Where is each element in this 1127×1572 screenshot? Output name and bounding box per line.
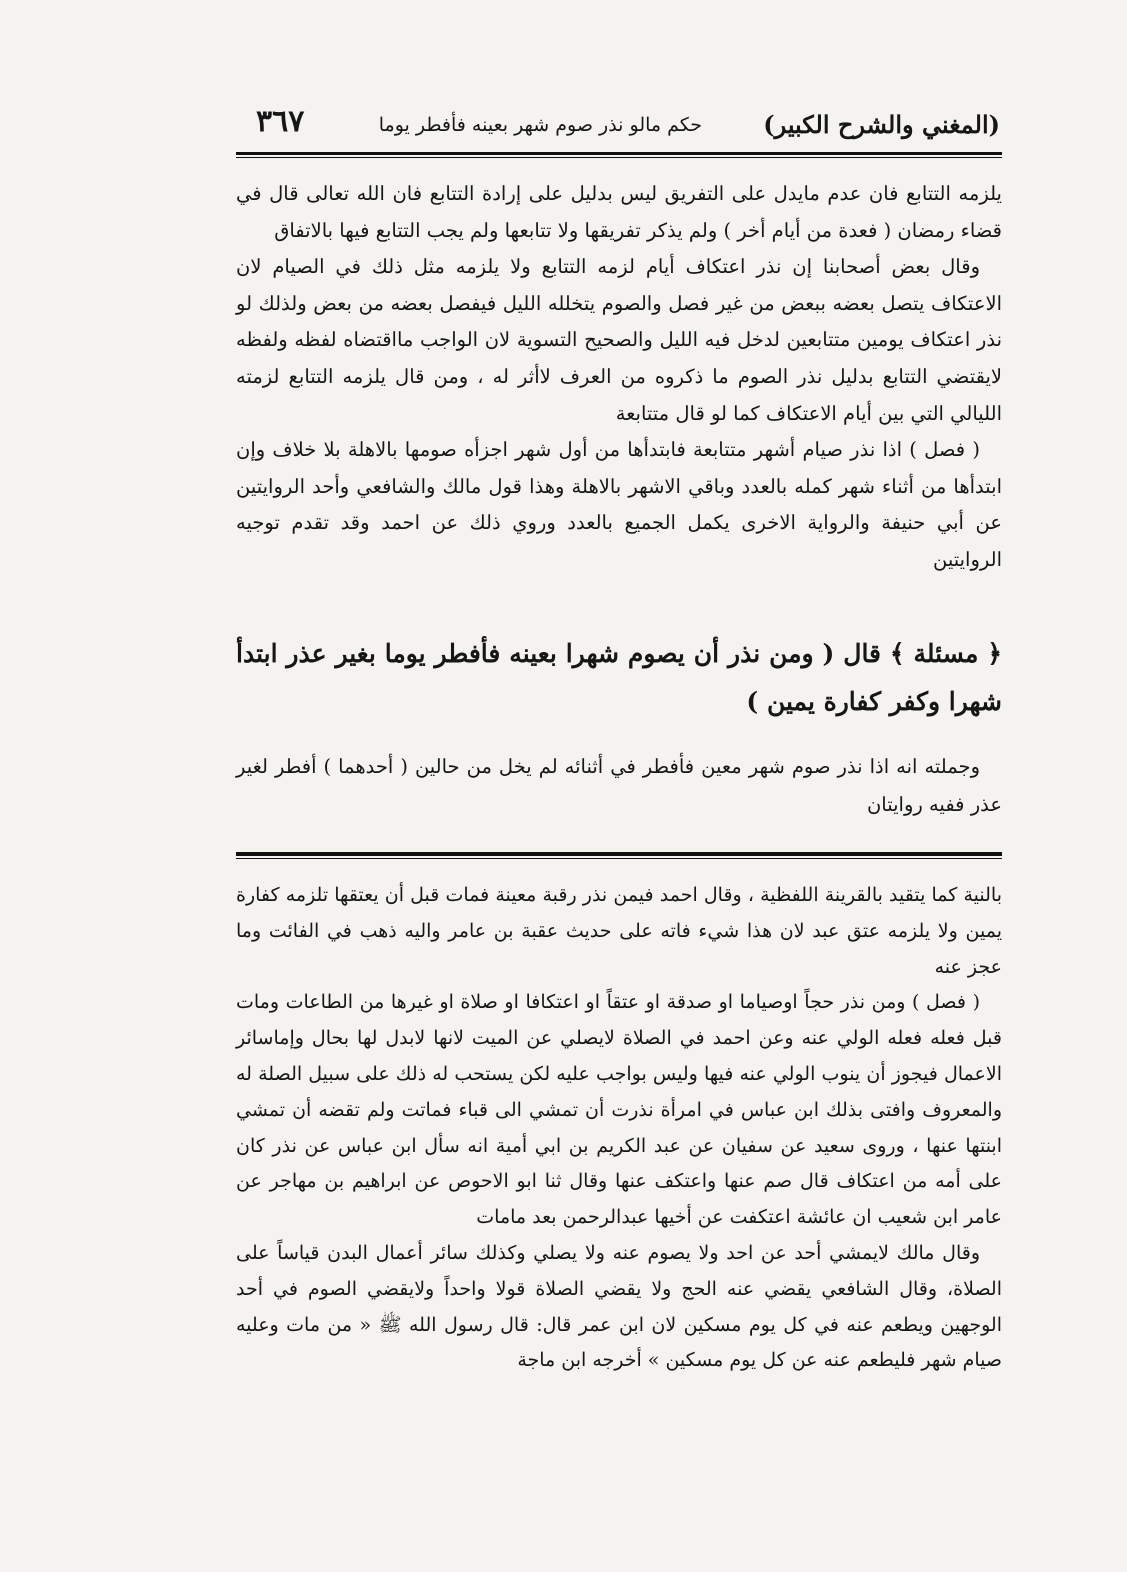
book-title: (المغني والشرح الكبير) (763, 110, 1000, 139)
header-rule (236, 152, 1002, 158)
commentary-paragraph-1: بالنية كما يتقيد بالقرينة اللفظية ، وقال احمد فيمن نذر رقبة معينة فمات قبل أن يعتقها تلزمه كفارة يمين ولا يلزمه عتق عبد لان هذا شيء فاته على حديث عقبة بن عامر واليه ذهب في الفائت وما عجز عنه (236, 884, 1002, 978)
explanation-paragraph: وجملته انه اذا نذر صوم شهر معين فأفطر في أثنائه لم يخل من حالين ( أحدهما ) أفطر لغير عذر ففيه روايتان (236, 755, 1002, 816)
main-text (236, 176, 1002, 579)
section-divider (236, 852, 1002, 859)
main-paragraph-2: وقال بعض أصحابنا إن نذر اعتكاف أيام لزمه التتابع ولا يلزمه مثل ذلك في الصيام لان الاعتكاف يتصل بعضه ببعض من غير فصل والصوم يتخلله الليل فيفصل بعضه من بعض ولذلك لو نذر اعتكاف يومين متتابعين لدخل فيه الليل والصحيح التسوية لان الواجب مااقتضاه لفظه ولفظه لايقتضي التتابع بدليل نذر الصوم ما ذكروه من العرف لاأثر له ، ومن قال يلزمه التتابع لزمته الليالي التي بين أيام الاعتكاف كما لو قال متتابعة (236, 255, 1002, 425)
section-title: حكم مالو نذر صوم شهر بعينه فأفطر يوما (378, 114, 702, 136)
main-paragraph-3: ( فصل ) اذا نذر صيام أشهر متتابعة فابتدأها من أول شهر اجزأه صومها بالاهلة بلا خلاف وإن ابتدأها من أثناء شهر كمله بالعدد وباقي الاشهر بالاهلة وهذا قول مالك والشافعي وأحد الروايتين عن أبي حنيفة والرواية الاخرى يكمل الجميع بالعدد وروي ذلك عن احمد وقد تقدم توجيه الروايتين (236, 438, 1002, 571)
main-paragraph-1: يلزمه التتابع فان عدم مايدل على التفريق ليس بدليل على إرادة التتابع فان الله تعالى قال في قضاء رمضان ( فعدة من أيام أخر ) ولم يذكر تفريقها ولا تتابعها ولم يجب التتابع فيها بالاتفاق (236, 182, 1002, 242)
commentary-paragraph-2: ( فصل ) ومن نذر حجاً اوصياما او صدقة او عتقاً او اعتكافا او صلاة او غيرها من الطاعات ومات قبل فعله فعله الولي عنه وعن احمد في الصلاة لايصلي عن الميت لانها لابدل لها بحال وإماسائر الاعمال فيجوز أن ينوب الولي عنه فيها وليس بواجب عليه لكن يستحب له ذلك على سبيل الصلة له والمعروف وافتى بذلك ابن عباس في امرأة نذرت أن تمشي الى قباء فماتت ولم تقضه أن تمشي ابنتها عنها ، وروى سعيد عن سفيان عن عبد الكريم بن ابي أمية انه سأل ابن عباس عن نذر كان على أمه من اعتكاف قال صم عنها واعتكف عنها وقال ثنا ابو الاحوص عن ابراهيم بن مهاجر عن عامر ابن شعيب ان عائشة اعتكفت عن أخيها عبدالرحمن بعد مامات (236, 991, 1002, 1229)
commentary-paragraph-3: وقال مالك لايمشي أحد عن احد ولا يصوم عنه ولا يصلي وكذلك سائر أعمال البدن قياساً على الصلاة، وقال الشافعي يقضي عنه الحج ولا يقضي الصلاة قولا واحداً ولايقضي الصوم في أحد الوجهين ويطعم عنه في كل يوم مسكين لان ابن عمر قال: قال رسول الله ﷺ « من مات وعليه صيام شهر فليطعم عنه عن كل يوم مسكين » أخرجه ابن ماجة (236, 1241, 1002, 1372)
page-number: ٣٦٧ (256, 104, 305, 139)
explanation-text (236, 748, 1002, 824)
commentary-text (236, 878, 1002, 1379)
masala-heading: ﴿ مسئلة ﴾ قال ( ومن نذر أن يصوم شهرا بعينه فأفطر يوما بغير عذر ابتدأ شهرا وكفر كفارة يمين ) (236, 639, 1002, 716)
page-header (236, 100, 1002, 156)
